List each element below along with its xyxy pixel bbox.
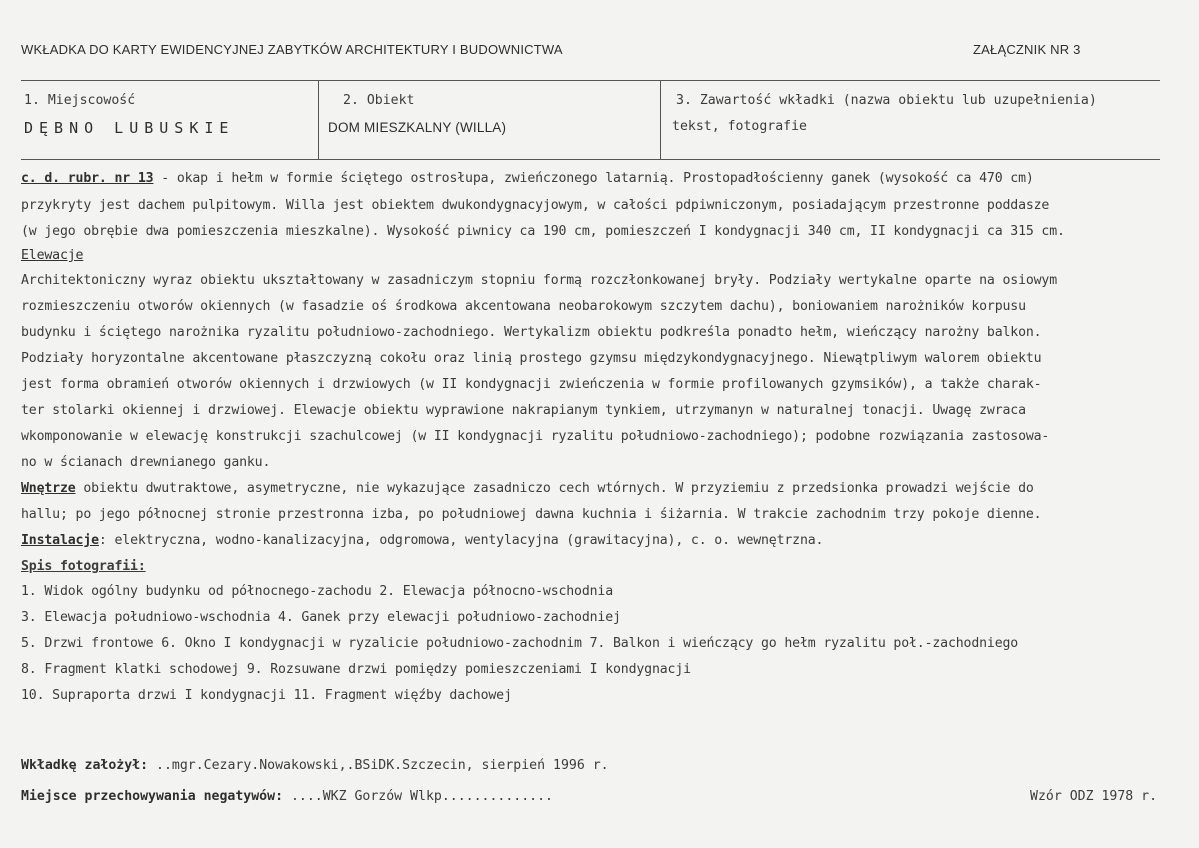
photo-list-item: 10. Supraporta drzwi I kondygnacji 11. Fragment więźby dachowej [21,688,512,703]
continuation-reference: c. d. rubr. nr 13 [21,171,154,186]
body-line: Podziały horyzontalne akcentowane płaszczyzną cokołu oraz linią prostego gzymsu międzykondygnacyjnego. Niewątpliwym walorem obiektu [21,351,1042,366]
founder-label: Wkładkę założył: [21,758,149,773]
body-text: - okap i hełm w formie ściętego ostrosłupa, zwieńczonego latarnią. Prostopadłościenny ganek (wysokość ca 470 cm) [161,171,1034,186]
field-object-value: DOM MIESZKALNY (WILLA) [328,120,507,135]
section-heading-elewacje: Elewacje [21,248,84,263]
section-heading-photo-list: Spis fotografii: [21,559,146,574]
document-title: WKŁADKA DO KARTY EWIDENCYJNEJ ZABYTKÓW ARCHITEKTURY I BUDOWNICTWA [21,42,563,57]
body-line: budynku i ściętego narożnika ryzalitu południowo-zachodniego. Wertykalizm obiektu podkreśla ponadto hełm, wieńczący narożny balkon. [21,325,1042,340]
field-divider-1 [318,80,319,160]
top-rule [21,80,1160,81]
body-line [21,481,1034,496]
storage-label: Miejsce przechowywania negatywów: [21,789,284,804]
body-line [21,171,1034,186]
attachment-number: ZAŁĄCZNIK NR 3 [973,42,1081,57]
photo-list-item: 8. Fragment klatki schodowej 9. Rozsuwane drzwi pomiędzy pomieszczeniami I kondygnacji [21,662,691,677]
body-text: : elektryczna, wodno-kanalizacyjna, odgromowa, wentylacyjna (grawitacyjna), c. o. wewnętrzna. [98,533,824,548]
body-line: jest forma obramień otworów okiennych i drzwiowych (w II kondygnacji zwieńczenia w formie profilowanych gzymsików), a także charak- [21,377,1042,392]
storage-value: ....WKZ Gorzów Wlkp.............. [290,789,553,804]
body-line: wkomponowanie w elewację konstrukcji szachulcowej (w II kondygnacji ryzalitu południowo-zachodniego); podobne rozwiązania zastosowa- [21,429,1050,444]
body-line: przykryty jest dachem pulpitowym. Willa jest obiektem dwukondygnacyjowym, w całości pdpiwniczonym, posiadającym przestronne poddasze [21,198,1050,213]
photo-list-item: 1. Widok ogólny budynku od północnego-zachodu 2. Elewacja północno-wschodnia [21,584,614,599]
founder-value: ..mgr.Cezary.Nowakowski,.BSiDK.Szczecin, [156,758,474,773]
body-text: obiektu dwutraktowe, asymetryczne, nie wykazujące zasadniczo cech wtórnych. W przyziemiu z przedsionka prowadzi wejście do [83,481,1034,496]
storage-line [21,789,553,804]
form-code: Wzór ODZ 1978 r. [1030,789,1158,804]
photo-list-item: 5. Drzwi frontowe 6. Okno I kondygnacji w ryzalicie południowo-zachodnim 7. Balkon i wieńczący go hełm ryzalitu poł.-zachodniego [21,636,1019,651]
section-heading-wnetrze: Wnętrze [21,481,76,496]
body-line: hallu; po jego północnej stronie przestronna izba, po południowej dawna kuchnia i śiżarnia. W trakcie zachodnim trzy pokoje dienne. [21,507,1042,522]
founder-date: sierpień 1996 r. [481,758,609,773]
body-line [21,533,823,548]
body-line: (w jego obrębie dwa pomieszczenia mieszkalne). Wysokość piwnicy ca 190 cm, pomieszczeń I kondygnacji 340 cm, II kondygnacji ca 315 cm. [21,224,1065,239]
field-object-label: 2. Obiekt [343,93,415,108]
body-line: ter stolarki okiennej i drzwiowej. Elewacje obiektu wyprawione nakrapianym tynkiem, utrzymanyn w naturalnej tonacji. Uwagę zwraca [21,403,1026,418]
field-contents-value: tekst, fotografie [672,119,807,134]
body-line: no w ścianach drewnianego ganku. [21,455,271,470]
field-locality-label: 1. Miejscowość [24,93,136,108]
fields-bottom-rule [21,159,1160,160]
field-divider-2 [660,80,661,160]
field-locality-value: DĘBNO LUBUSKIE [24,119,235,137]
body-line: Architektoniczny wyraz obiektu ukształtowany w zasadniczym stopniu formą rozczłonkowanej bryły. Podziały wertykalne oparte na osiowym [21,273,1058,288]
body-line: rozmieszczeniu otworów okiennych (w fasadzie oś środkowa akcentowana neobarokowym szczytem dachu), boniowaniem narożników korpusu [21,299,1026,314]
field-contents-label: 3. Zawartość wkładki (nazwa obiektu lub uzupełnienia) [676,93,1097,108]
founder-line [21,758,609,773]
photo-list-item: 3. Elewacja południowo-wschodnia 4. Ganek przy elewacji południowo-zachodniej [21,610,621,625]
section-heading-instalacje: Instalacje [21,533,99,548]
